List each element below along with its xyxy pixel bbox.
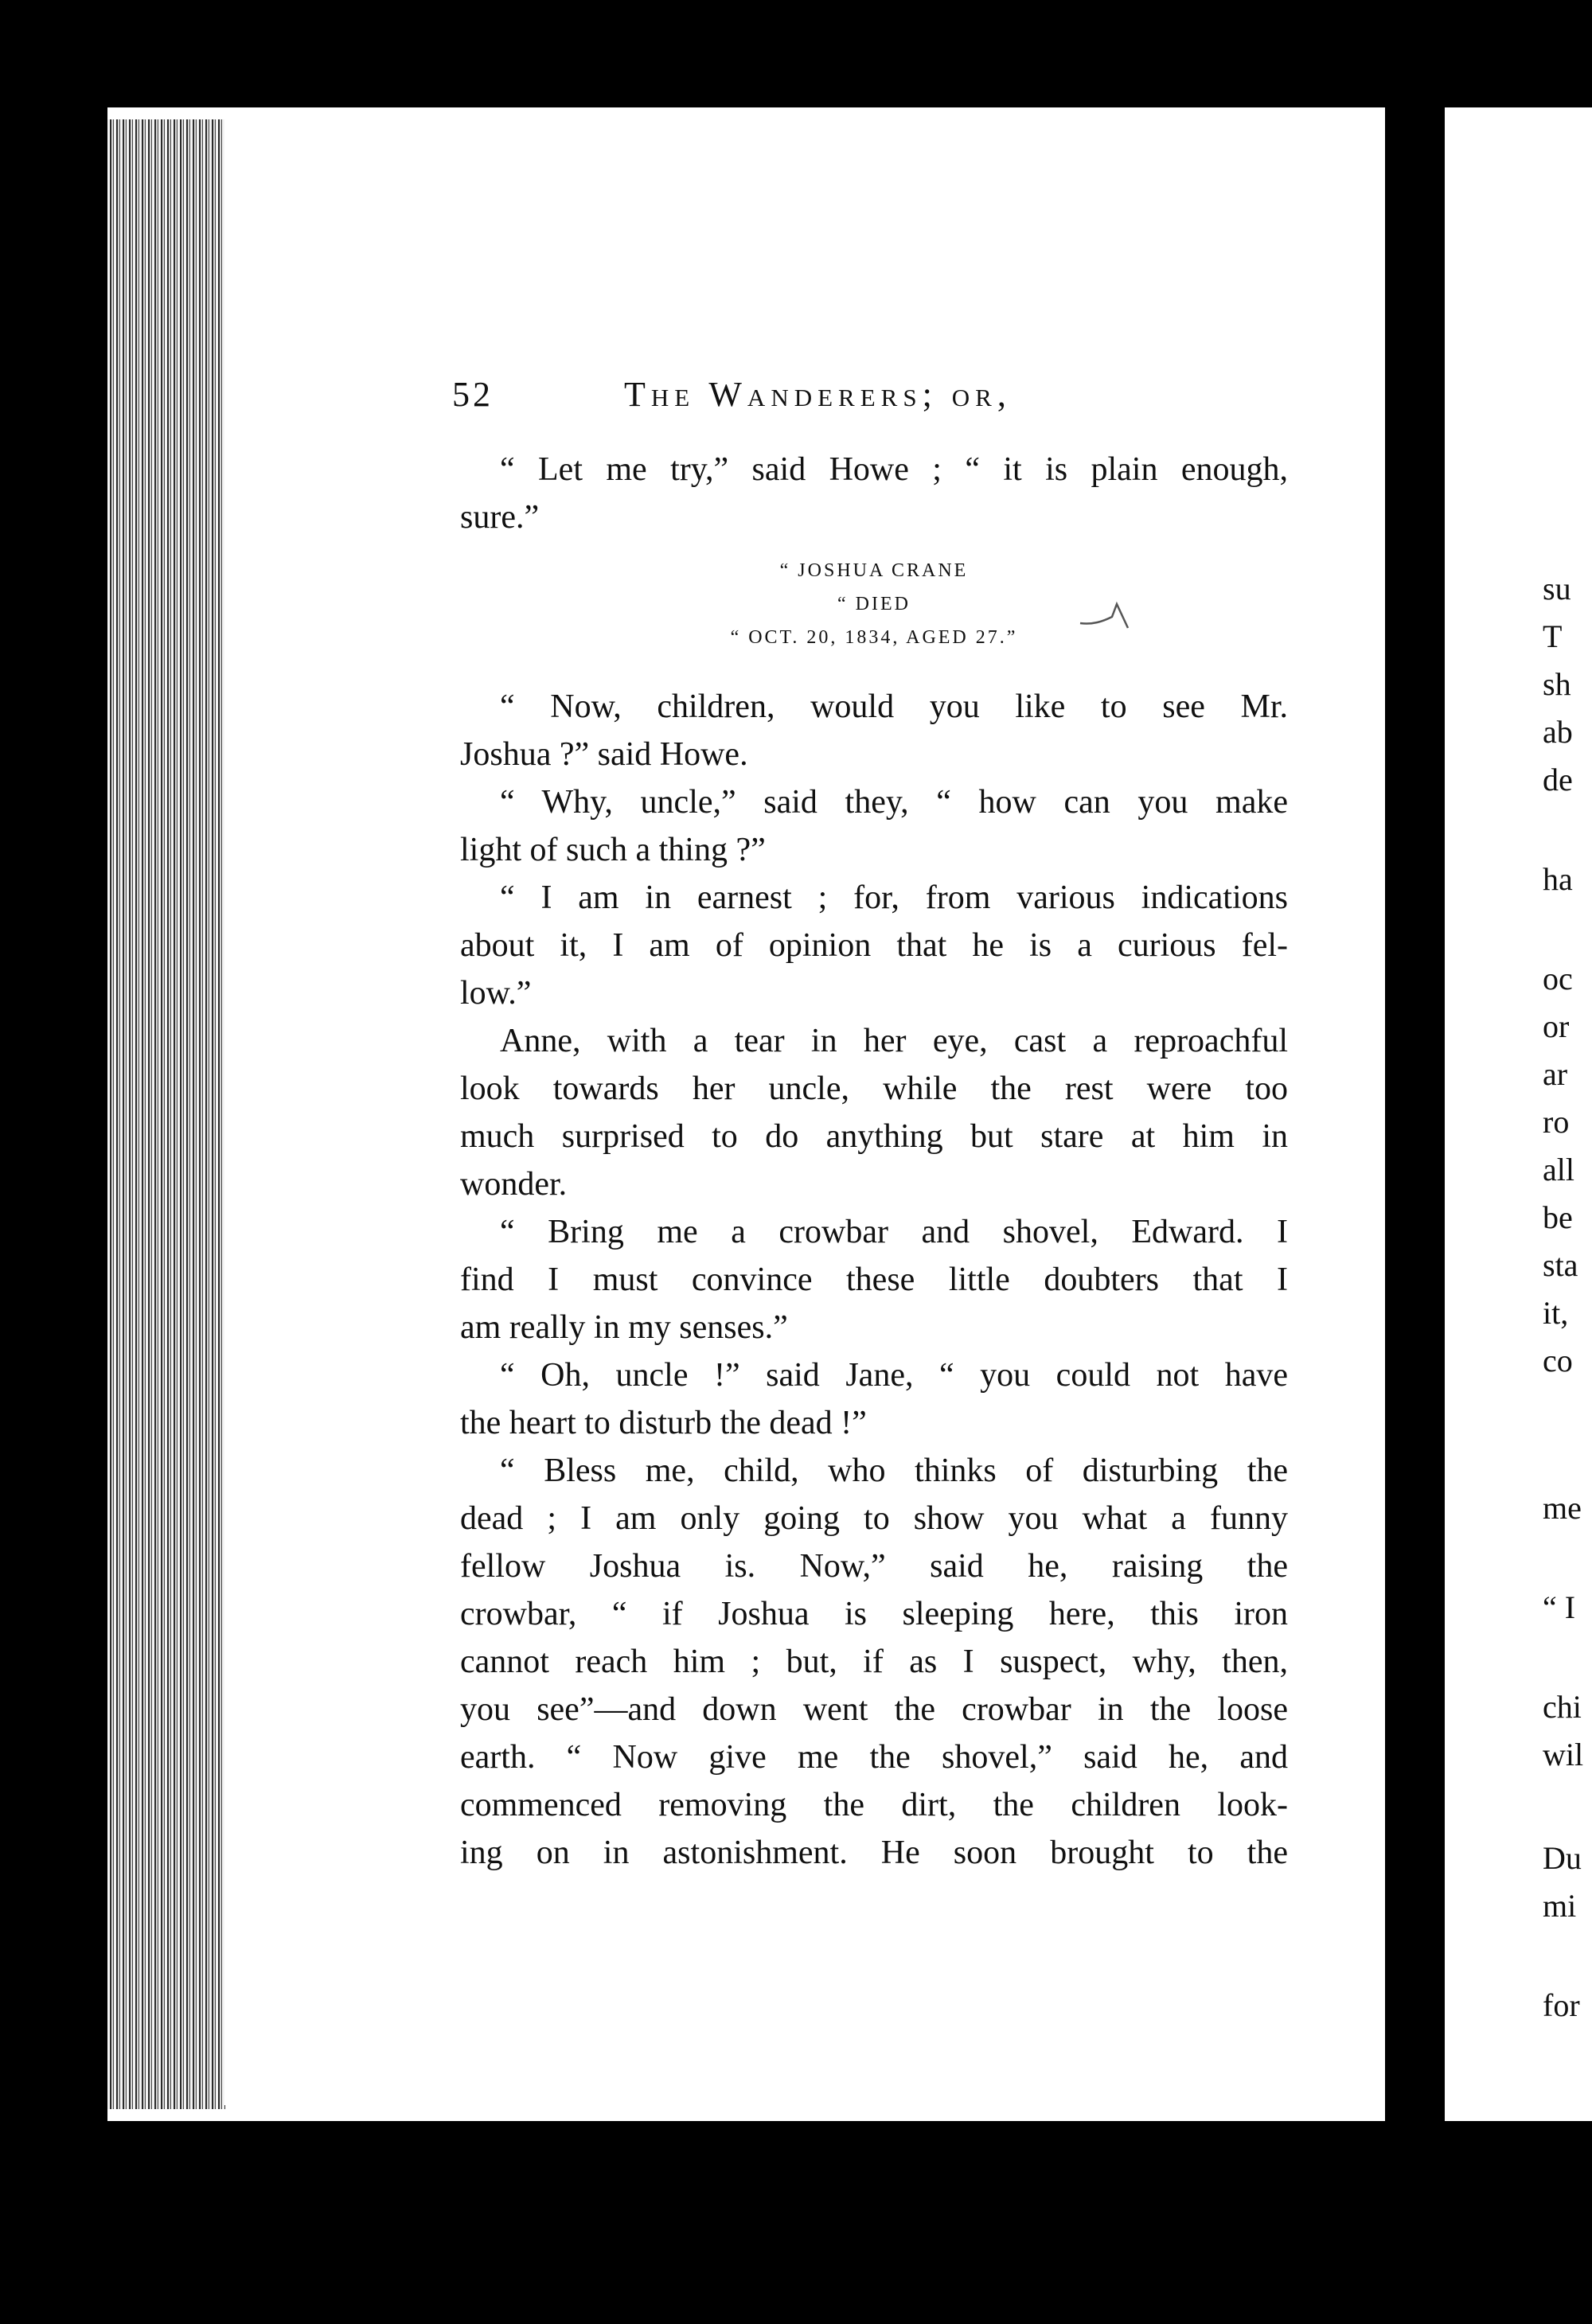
text-line: about it, I am of opinion that he is a curious fel- <box>460 927 1288 964</box>
next-page-fragment: chi <box>1543 1689 1582 1725</box>
book-gutter <box>1385 107 1445 2121</box>
text-line: wonder. <box>460 1166 568 1203</box>
paragraph <box>460 1208 1288 1351</box>
text-line: cannot reach him ; but, if as I suspect, why, then, <box>460 1644 1288 1680</box>
text-line: “ Oh, uncle !” said Jane, “ you could not have <box>500 1357 1288 1394</box>
running-head <box>452 374 1288 422</box>
text-line: commenced removing the dirt, the children look- <box>460 1787 1288 1823</box>
text-line: sure.” <box>460 499 540 536</box>
adjacent-page <box>1445 131 1592 2085</box>
scan-border-left <box>0 0 107 2324</box>
body-text <box>460 446 1288 1877</box>
scan-border-top <box>0 0 1592 107</box>
text-line: “ Now, children, would you like to see Mr. <box>500 688 1288 725</box>
text-line: much surprised to do anything but stare at him in <box>460 1118 1288 1155</box>
next-page-fragment: de <box>1543 762 1573 797</box>
next-page-fragment: ha <box>1543 861 1573 897</box>
text-line: Anne, with a tear in her eye, cast a reproachful <box>500 1023 1288 1059</box>
next-page-fragment: T <box>1543 618 1563 654</box>
text-line: “ I am in earnest ; for, from various indications <box>500 879 1288 916</box>
next-page-fragment: “ I <box>1543 1589 1576 1625</box>
next-page-fragment: ar <box>1543 1056 1568 1092</box>
text-line: earth. “ Now give me the shovel,” said he, and <box>460 1739 1288 1776</box>
next-page-fragment: wil <box>1543 1737 1584 1772</box>
next-page-fragment: sta <box>1543 1247 1578 1283</box>
running-title: The Wanderers; or, <box>624 375 1012 414</box>
text-line: Joshua ?” said Howe. <box>460 736 748 773</box>
text-line: you see”—and down went the crowbar in the loose <box>460 1691 1288 1728</box>
text-line: “ Why, uncle,” said they, “ how can you make <box>500 784 1288 821</box>
next-page-fragment: me <box>1543 1490 1582 1526</box>
next-page-fragment: be <box>1543 1199 1573 1235</box>
next-page-fragment: for <box>1543 1987 1580 2023</box>
next-page-fragment: it, <box>1543 1295 1569 1331</box>
text-line: the heart to disturb the dead !” <box>460 1405 867 1441</box>
paragraph <box>460 1447 1288 1877</box>
epitaph-line: “ JOSHUA CRANE <box>779 560 969 581</box>
text-line: look towards her uncle, while the rest were too <box>460 1070 1288 1107</box>
text-line: find I must convince these little doubters that I <box>460 1261 1288 1298</box>
text-line: “ Bring me a crowbar and shovel, Edward. I <box>500 1214 1288 1250</box>
paragraph <box>460 1351 1288 1447</box>
next-page-fragment: all <box>1543 1152 1574 1187</box>
next-page-fragment: oc <box>1543 961 1573 996</box>
text-line: fellow Joshua is. Now,” said he, raising the <box>460 1548 1288 1585</box>
paragraph <box>460 1017 1288 1208</box>
epitaph <box>460 541 1288 683</box>
page-edges <box>107 119 225 2109</box>
next-page-fragment: ro <box>1543 1104 1570 1140</box>
epitaph-line: “ DIED <box>837 594 911 614</box>
next-page-fragment: ab <box>1543 714 1573 750</box>
text-line: ing on in astonishment. He soon brought to the <box>460 1835 1288 1871</box>
text-line: low.” <box>460 975 532 1012</box>
next-page-fragment: sh <box>1543 666 1571 702</box>
paragraph <box>460 683 1288 778</box>
paragraph <box>460 874 1288 1017</box>
text-line: light of such a thing ?” <box>460 832 766 868</box>
next-page-fragment: or <box>1543 1008 1570 1044</box>
text-line: “ Bless me, child, who thinks of disturbing the <box>500 1452 1288 1489</box>
text-line: am really in my senses.” <box>460 1309 788 1346</box>
scan-border-bottom <box>0 2121 1592 2324</box>
page-number: 52 <box>452 375 494 414</box>
paragraph <box>460 778 1288 874</box>
next-page-fragment: Du <box>1543 1840 1582 1876</box>
next-page-fragment: su <box>1543 571 1571 606</box>
text-line: “ Let me try,” said Howe ; “ it is plain enough, <box>500 451 1288 488</box>
epitaph-line: “ OCT. 20, 1834, AGED 27.” <box>730 627 1018 648</box>
next-page-fragment: mi <box>1543 1888 1577 1924</box>
next-page-fragment: co <box>1543 1343 1573 1378</box>
text-line: dead ; I am only going to show you what a funny <box>460 1500 1288 1537</box>
paragraph <box>460 446 1288 541</box>
text-line: crowbar, “ if Joshua is sleeping here, this iron <box>460 1596 1288 1632</box>
